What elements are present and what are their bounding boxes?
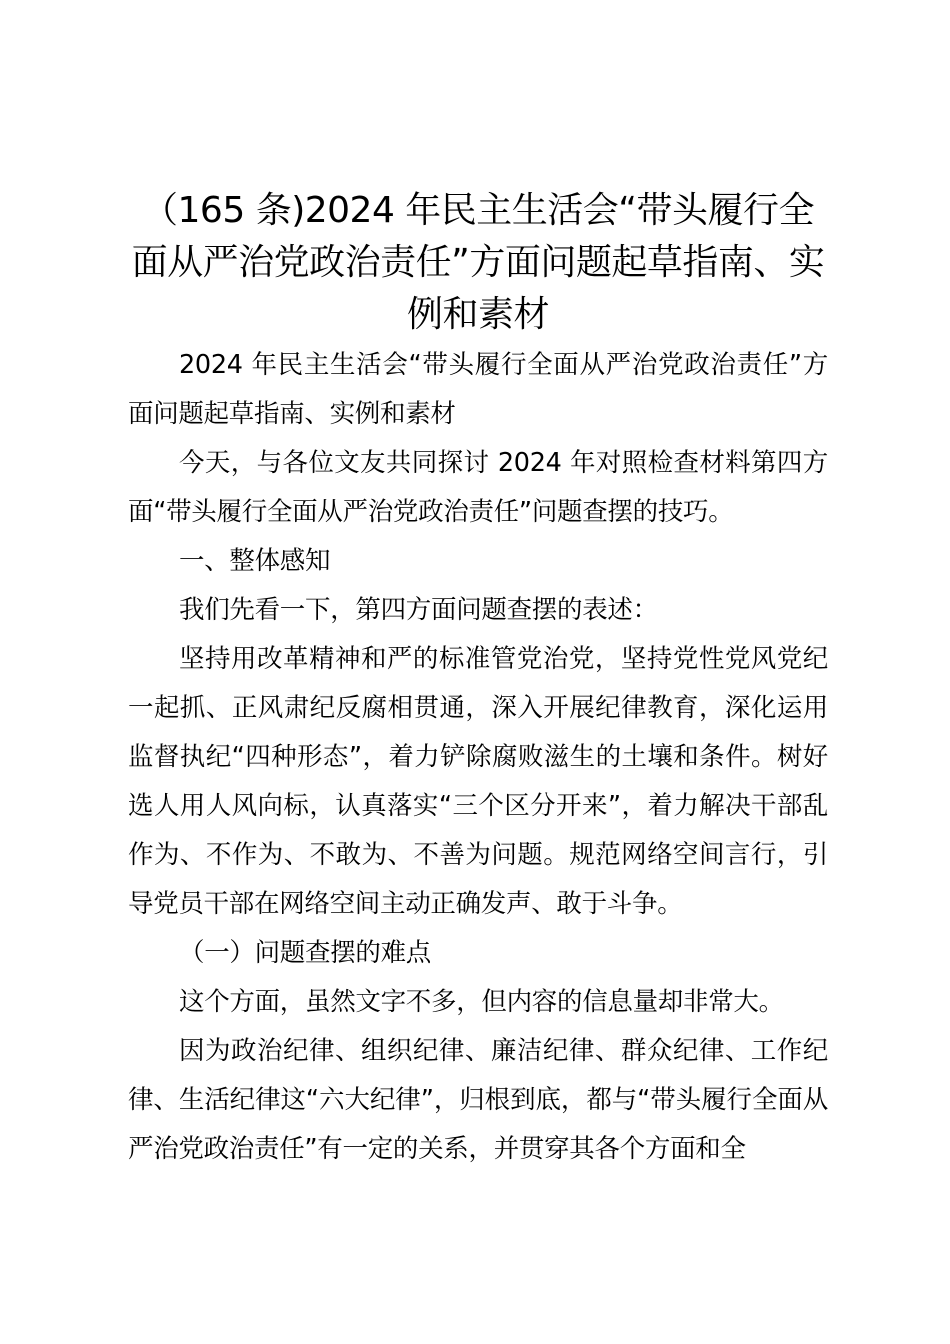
intro-paragraph: 今天，与各位文友共同探讨 2024 年对照检查材料第四方面“带头履行全面从严治党政治责任”问题查摆的技巧。 [128, 448, 828, 527]
body-paragraph: 我们先看一下，第四方面问题查摆的表述： [179, 595, 658, 625]
document-page [128, 185, 828, 1174]
section-heading: 一、整体感知 [179, 546, 331, 576]
subsection-heading: （一）问题查摆的难点 [179, 938, 432, 968]
body-paragraph: 坚持用改革精神和严的标准管党治党，坚持党性党风党纪一起抓、正风肃纪反腐相贯通，深入开展纪律教育，深化运用监督执纪“四种形态”，着力铲除腐败滋生的土壤和条件。树好选人用人风向标，认真落实“三个区分开来”，着力解决干部乱作为、不作为、不敢为、不善为问题。规范网络空间言行，引导党员干部在网络空间主动正确发声、敢于斗争。 [128, 644, 828, 919]
body-paragraph: 因为政治纪律、组织纪律、廉洁纪律、群众纪律、工作纪律、生活纪律这“六大纪律”，归根到底，都与“带头履行全面从严治党政治责任”有一定的关系，并贯穿其各个方面和全 [128, 1036, 828, 1164]
body-paragraph: 这个方面，虽然文字不多，但内容的信息量却非常大。 [179, 987, 784, 1017]
document-title: （165 条)2024 年民主生活会“带头履行全面从严治党政治责任”方面问题起草指南、实例和素材 [131, 190, 825, 335]
subtitle-paragraph: 2024 年民主生活会“带头履行全面从严治党政治责任”方面问题起草指南、实例和素材 [128, 350, 828, 429]
